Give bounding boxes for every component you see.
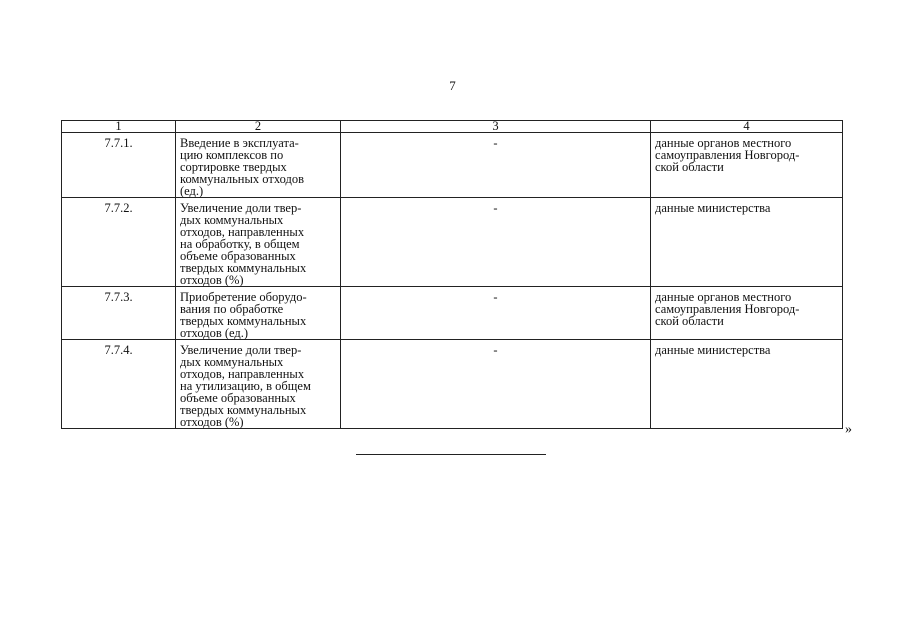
source-cell xyxy=(651,198,843,287)
column-header-2: 2 xyxy=(176,121,341,133)
indicator-cell xyxy=(176,133,341,198)
closing-quote: » xyxy=(845,422,852,437)
value-cell: - xyxy=(341,198,651,287)
indicator-cell xyxy=(176,340,341,429)
row-number: 7.7.2. xyxy=(62,198,176,287)
indicators-table xyxy=(61,120,843,429)
column-header-3: 3 xyxy=(341,121,651,133)
value-cell: - xyxy=(341,340,651,429)
end-rule xyxy=(356,454,546,455)
table-row xyxy=(62,133,843,198)
indicator-text: Увеличение доли твер- дых коммунальных отходов, направленных на обработку, в общем объеме образованных твердых коммунальных отходов (%) xyxy=(180,201,307,287)
table-row xyxy=(62,340,843,429)
source-text: данные министерства xyxy=(655,343,771,357)
row-number: 7.7.1. xyxy=(62,133,176,198)
source-cell xyxy=(651,340,843,429)
indicator-cell xyxy=(176,287,341,340)
column-header-4: 4 xyxy=(651,121,843,133)
source-text: данные органов местного самоуправления Новгород- ской области xyxy=(655,136,800,174)
table-row xyxy=(62,198,843,287)
column-header-1: 1 xyxy=(62,121,176,133)
value-cell: - xyxy=(341,133,651,198)
source-text: данные органов местного самоуправления Новгород- ской области xyxy=(655,290,800,328)
indicator-text: Введение в эксплуата- цию комплексов по сортировке твердых коммунальных отходов (ед.) xyxy=(180,136,304,198)
source-cell xyxy=(651,287,843,340)
indicator-cell xyxy=(176,198,341,287)
source-text: данные министерства xyxy=(655,201,771,215)
row-number: 7.7.3. xyxy=(62,287,176,340)
table-row xyxy=(62,287,843,340)
indicator-text: Приобретение оборудо- вания по обработке твердых коммунальных отходов (ед.) xyxy=(180,290,307,340)
page-number: 7 xyxy=(449,78,456,93)
row-number: 7.7.4. xyxy=(62,340,176,429)
source-cell xyxy=(651,133,843,198)
table-header-row xyxy=(62,121,843,133)
indicator-text: Увеличение доли твер- дых коммунальных отходов, направленных на утилизацию, в общем объеме образованных твердых коммунальных отходов (%) xyxy=(180,343,311,429)
value-cell: - xyxy=(341,287,651,340)
